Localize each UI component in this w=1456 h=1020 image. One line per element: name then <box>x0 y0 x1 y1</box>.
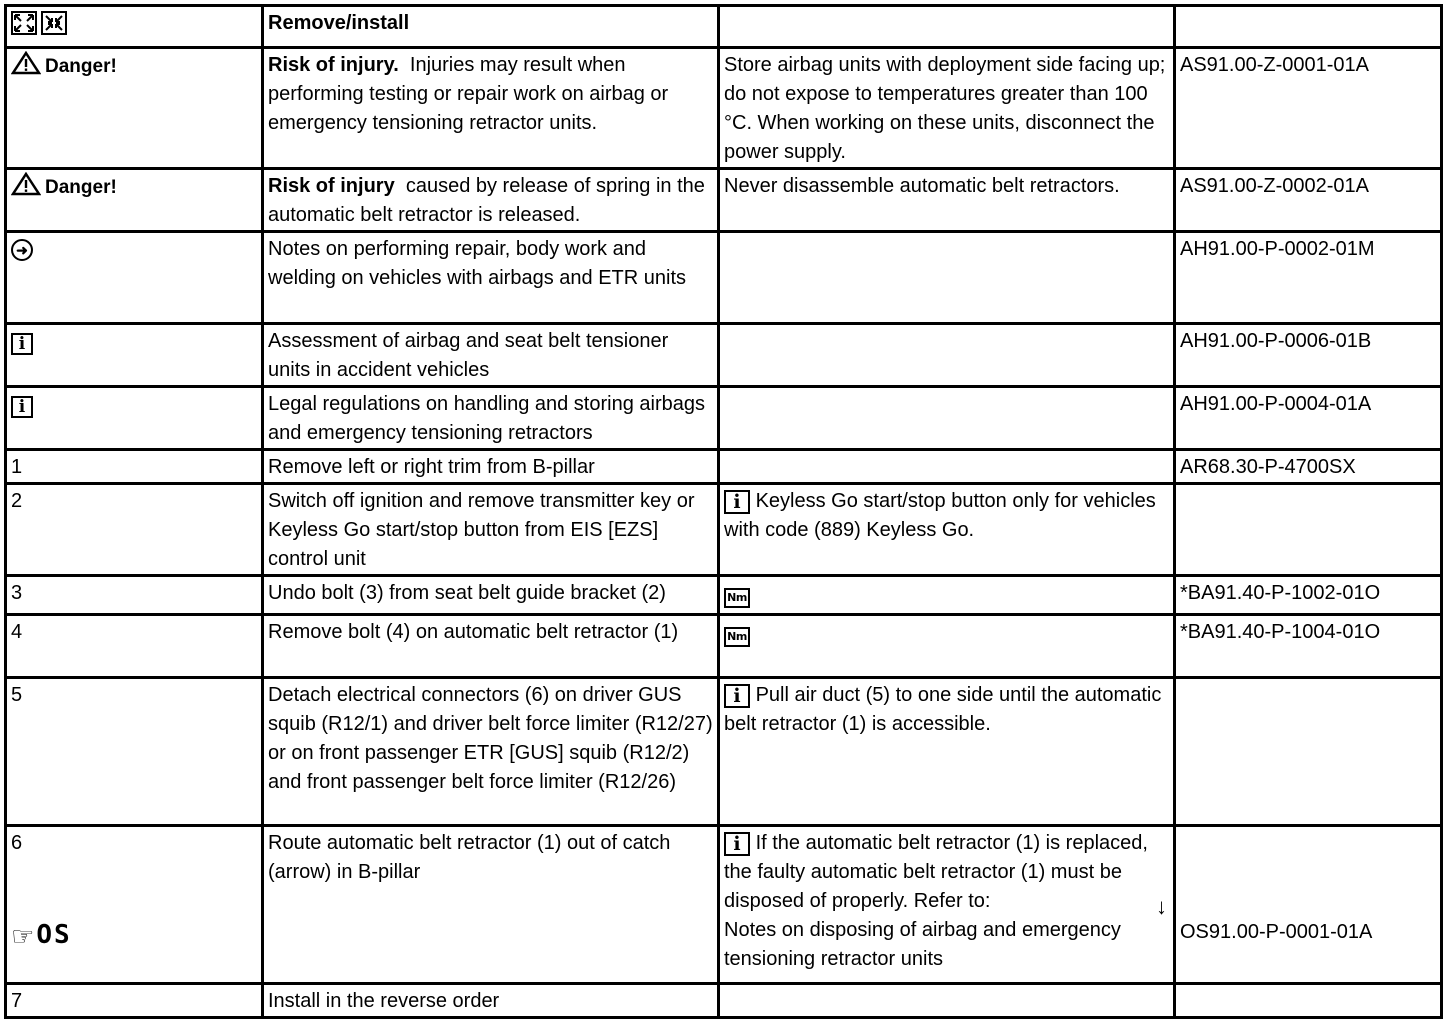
step-text: Assessment of airbag and seat belt tensioner units in accident vehicles <box>263 324 719 387</box>
table-row <box>6 387 1442 450</box>
header-empty-4 <box>1175 6 1442 48</box>
step-text <box>263 48 719 169</box>
note-empty <box>719 324 1175 387</box>
note-empty <box>719 232 1175 324</box>
note-cell <box>719 826 1175 984</box>
reference-empty <box>1175 678 1442 826</box>
table-row <box>6 678 1442 826</box>
note-text: Store airbag units with deployment side facing up; do not expose to temperatures greater than 100 °C. When working on these units, disconnect the power supply. <box>719 48 1175 169</box>
pointing-hand-icon: ☞ <box>11 922 37 952</box>
os-label: OS <box>36 920 72 950</box>
note-cell <box>719 615 1175 678</box>
step-text: Remove left or right trim from B-pillar <box>263 450 719 484</box>
note-text: If the automatic belt retractor (1) is replaced, the faulty automatic belt retractor (1) must be disposed of properly. Refer to: <box>724 832 1148 912</box>
table-row <box>6 169 1442 232</box>
table-row <box>6 324 1442 387</box>
table-row <box>6 450 1442 484</box>
nav-icons-cell <box>6 6 263 48</box>
reference-link[interactable]: AR68.30-P-4700SX <box>1175 450 1442 484</box>
reference-cell <box>1175 826 1442 984</box>
note-empty <box>719 387 1175 450</box>
danger-cell <box>6 169 263 232</box>
risk-title: Risk of injury <box>268 175 395 197</box>
arrow-down-icon: ↓ <box>1156 894 1167 919</box>
reference-link[interactable]: AS91.00-Z-0001-01A <box>1175 48 1442 169</box>
header-empty-3 <box>719 6 1175 48</box>
expand-icon[interactable] <box>11 11 37 35</box>
step-number: 6 <box>11 832 23 854</box>
warning-triangle-icon <box>11 172 41 205</box>
step-number-cell <box>6 826 263 984</box>
step-text <box>263 169 719 232</box>
risk-title: Risk of injury. <box>268 54 399 76</box>
table-row <box>6 826 1442 984</box>
header-row <box>6 6 1442 48</box>
note-cell <box>719 576 1175 615</box>
info-icon: i <box>11 396 33 418</box>
torque-nm-icon[interactable]: Nm <box>724 627 750 647</box>
icon-cell <box>6 324 263 387</box>
reference-link[interactable]: AH91.00-P-0002-01M <box>1175 232 1442 324</box>
step-number: 2 <box>6 484 263 576</box>
reference-empty <box>1175 484 1442 576</box>
risk-text: caused by release of spring in the automatic belt retractor is released. <box>268 175 705 226</box>
step-text: Remove bolt (4) on automatic belt retractor (1) <box>263 615 719 678</box>
note-empty <box>719 450 1175 484</box>
note-empty <box>719 984 1175 1018</box>
note-link-text[interactable]: Notes on disposing of airbag and emergency tensioning retractor units <box>724 919 1121 970</box>
reference-link[interactable]: *BA91.40-P-1004-01O <box>1175 615 1442 678</box>
warning-triangle-icon <box>11 51 41 84</box>
table-row <box>6 615 1442 678</box>
table-row <box>6 576 1442 615</box>
info-icon: i <box>724 490 750 514</box>
collapse-icon[interactable] <box>41 11 67 35</box>
reference-link[interactable]: AH91.00-P-0004-01A <box>1175 387 1442 450</box>
reference-link[interactable]: AS91.00-Z-0002-01A <box>1175 169 1442 232</box>
step-text: Notes on performing repair, body work and welding on vehicles with airbags and ETR units <box>263 232 719 324</box>
step-text: Legal regulations on handling and storing airbags and emergency tensioning retractors <box>263 387 719 450</box>
step-number: 4 <box>6 615 263 678</box>
torque-nm-icon[interactable]: Nm <box>724 588 750 608</box>
reference-empty <box>1175 984 1442 1018</box>
step-text: Install in the reverse order <box>263 984 719 1018</box>
danger-cell <box>6 48 263 169</box>
table-row <box>6 484 1442 576</box>
step-number: 5 <box>6 678 263 826</box>
icon-cell <box>6 387 263 450</box>
icon-cell <box>6 232 263 324</box>
table-row <box>6 48 1442 169</box>
note-text: Keyless Go start/stop button only for vehicles with code (889) Keyless Go. <box>724 490 1156 541</box>
step-text: Route automatic belt retractor (1) out of catch (arrow) in B-pillar <box>263 826 719 984</box>
note-text: Never disassemble automatic belt retractors. <box>719 169 1175 232</box>
reference-link[interactable]: OS91.00-P-0001-01A <box>1180 921 1373 943</box>
step-number: 7 <box>6 984 263 1018</box>
note-cell <box>719 678 1175 826</box>
info-icon: i <box>724 832 750 856</box>
step-text: Detach electrical connectors (6) on driver GUS squib (R12/1) and driver belt force limiter (R12/27) or on front passenger ETR [GUS] squib (R12/2) and front passenger belt force limiter (R12/26) <box>263 678 719 826</box>
reference-link[interactable]: AH91.00-P-0006-01B <box>1175 324 1442 387</box>
header-title: Remove/install <box>263 6 719 48</box>
procedure-table <box>4 4 1443 1019</box>
table-row <box>6 984 1442 1018</box>
info-icon: i <box>11 333 33 355</box>
info-icon: i <box>724 684 750 708</box>
note-cell <box>719 484 1175 576</box>
danger-label: Danger! <box>45 177 117 198</box>
note-text: Pull air duct (5) to one side until the automatic belt retractor (1) is accessible. <box>724 684 1162 735</box>
note-icon: ➜ <box>11 239 33 261</box>
reference-link[interactable]: *BA91.40-P-1002-01O <box>1175 576 1442 615</box>
step-number: 3 <box>6 576 263 615</box>
step-text: Switch off ignition and remove transmitter key or Keyless Go start/stop button from EIS [EZS] control unit <box>263 484 719 576</box>
os-reference-icon[interactable] <box>11 921 72 952</box>
danger-label: Danger! <box>45 56 117 77</box>
risk-text: Injuries may result when performing testing or repair work on airbag or emergency tensioning retractor units. <box>268 54 669 134</box>
step-number: 1 <box>6 450 263 484</box>
step-text: Undo bolt (3) from seat belt guide bracket (2) <box>263 576 719 615</box>
table-row <box>6 232 1442 324</box>
